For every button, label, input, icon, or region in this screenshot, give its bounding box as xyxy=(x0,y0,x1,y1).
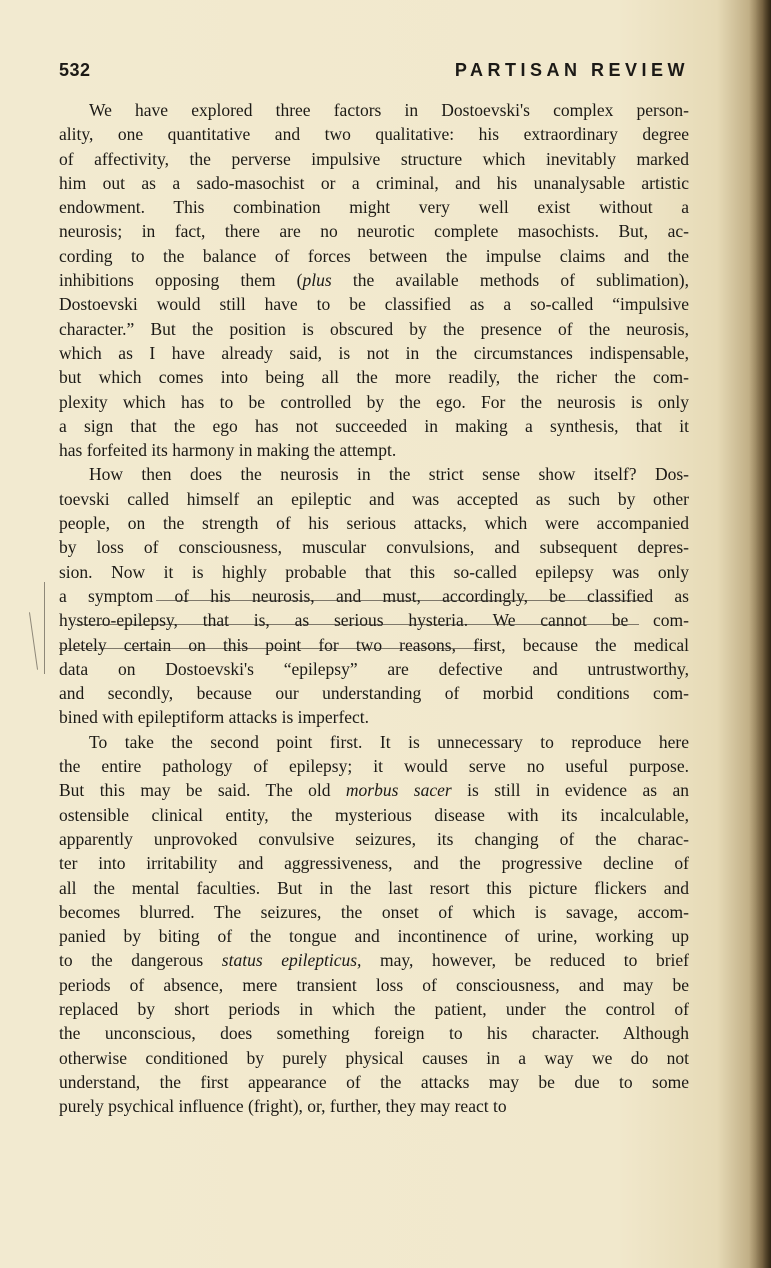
text-line: and secondly, because our understanding of morbid conditions com- xyxy=(59,683,689,704)
text-line: Dostoevski would still have to be classified as a so-called “impulsive xyxy=(59,294,689,315)
text-line: To take the second point first. It is unnecessary to reproduce here xyxy=(89,731,689,752)
text-line: plexity which has to be controlled by the ego. For the neurosis is only xyxy=(59,391,689,412)
text-line: periods of absence, mere transient loss of consciousness, and may be xyxy=(59,974,689,995)
text-line: the entire pathology of epilepsy; it would serve no useful purpose. xyxy=(59,756,689,777)
text-line: but which comes into being all the more readily, the richer the com- xyxy=(59,367,689,388)
text-line: to the dangerous status epilepticus, may, however, be reduced to brief xyxy=(59,950,689,971)
text-line: ality, one quantitative and two qualitative: his extraordinary degree xyxy=(59,124,689,145)
text-line: a symptom of his neurosis, and must, accordingly, be classified as xyxy=(59,585,689,606)
pencil-margin-mark xyxy=(44,582,45,674)
binding-shadow xyxy=(749,0,771,1268)
text-line: him out as a sado-masochist or a criminal, and his unanalysable artistic xyxy=(59,172,689,193)
text-line: of affectivity, the perverse impulsive structure which inevitably marked xyxy=(59,148,689,169)
text-line: panied by biting of the tongue and incontinence of urine, working up xyxy=(59,926,689,947)
text-line: becomes blurred. The seizures, the onset of which is savage, accom- xyxy=(59,901,689,922)
text-line: character.” But the position is obscured by the presence of the neurosis, xyxy=(59,318,689,339)
text-line: all the mental faculties. But in the last resort this picture flickers and xyxy=(59,877,689,898)
paragraph xyxy=(59,462,689,729)
text-line: apparently unprovoked convulsive seizures, its changing of the charac- xyxy=(59,828,689,849)
text-line: otherwise conditioned by purely physical causes in a way we do not xyxy=(59,1047,689,1068)
text-line: ostensible clinical entity, the mysterious disease with its incalculable, xyxy=(59,804,689,825)
text-line: people, on the strength of his serious attacks, which were accompanied xyxy=(59,513,689,534)
text-line: the unconscious, does something foreign to his character. Although xyxy=(59,1023,689,1044)
paragraph xyxy=(59,730,689,1119)
pencil-underline xyxy=(75,624,639,625)
text-line: bined with epileptiform attacks is imperfect. xyxy=(59,707,370,728)
text-line: replaced by short periods in which the patient, under the control of xyxy=(59,998,689,1019)
pencil-underline xyxy=(59,648,489,649)
paragraph xyxy=(59,98,689,462)
text-line: inhibitions opposing them (plus the available methods of sublimation), xyxy=(59,270,689,291)
text-line: a sign that the ego has not succeeded in making a synthesis, that it xyxy=(59,415,689,436)
body-text xyxy=(59,98,689,1118)
text-line: has forfeited its harmony in making the attempt. xyxy=(59,440,397,461)
text-line: sion. Now it is highly probable that this so-called epilepsy was only xyxy=(59,561,689,582)
page-number: 532 xyxy=(59,60,91,80)
text-line: data on Dostoevski's “epilepsy” are defective and untrustworthy, xyxy=(59,658,689,679)
text-line: But this may be said. The old morbus sacer is still in evidence as an xyxy=(59,780,689,801)
text-line: understand, the first appearance of the attacks may be due to some xyxy=(59,1071,689,1092)
text-line: pletely certain on this point for two reasons, first, because the medical xyxy=(59,634,689,655)
text-line: which as I have already said, is not in the circumstances indispensable, xyxy=(59,342,689,363)
pencil-margin-mark xyxy=(29,612,38,670)
text-line: endowment. This combination might very well exist without a xyxy=(59,197,689,218)
text-line: hystero-epilepsy, that is, as serious hysteria. We cannot be com- xyxy=(59,610,689,631)
text-line: by loss of consciousness, muscular convulsions, and subsequent depres- xyxy=(59,537,689,558)
text-line: toevski called himself an epileptic and was accepted as such by other xyxy=(59,488,689,509)
journal-title: PARTISAN REVIEW xyxy=(454,60,689,80)
text-line: We have explored three factors in Dostoevski's complex person- xyxy=(89,100,689,120)
text-line: cording to the balance of forces between the impulse claims and the xyxy=(59,245,689,266)
text-line: ter into irritability and aggressiveness, and the progressive decline of xyxy=(59,853,689,874)
pencil-underline xyxy=(156,600,648,601)
text-line: neurosis; in fact, there are no neurotic complete masochists. But, ac- xyxy=(59,221,689,242)
running-head xyxy=(59,60,689,86)
text-line: How then does the neurosis in the strict sense show itself? Dos- xyxy=(89,464,689,485)
text-line: purely psychical influence (fright), or, further, they may react to xyxy=(59,1096,507,1117)
